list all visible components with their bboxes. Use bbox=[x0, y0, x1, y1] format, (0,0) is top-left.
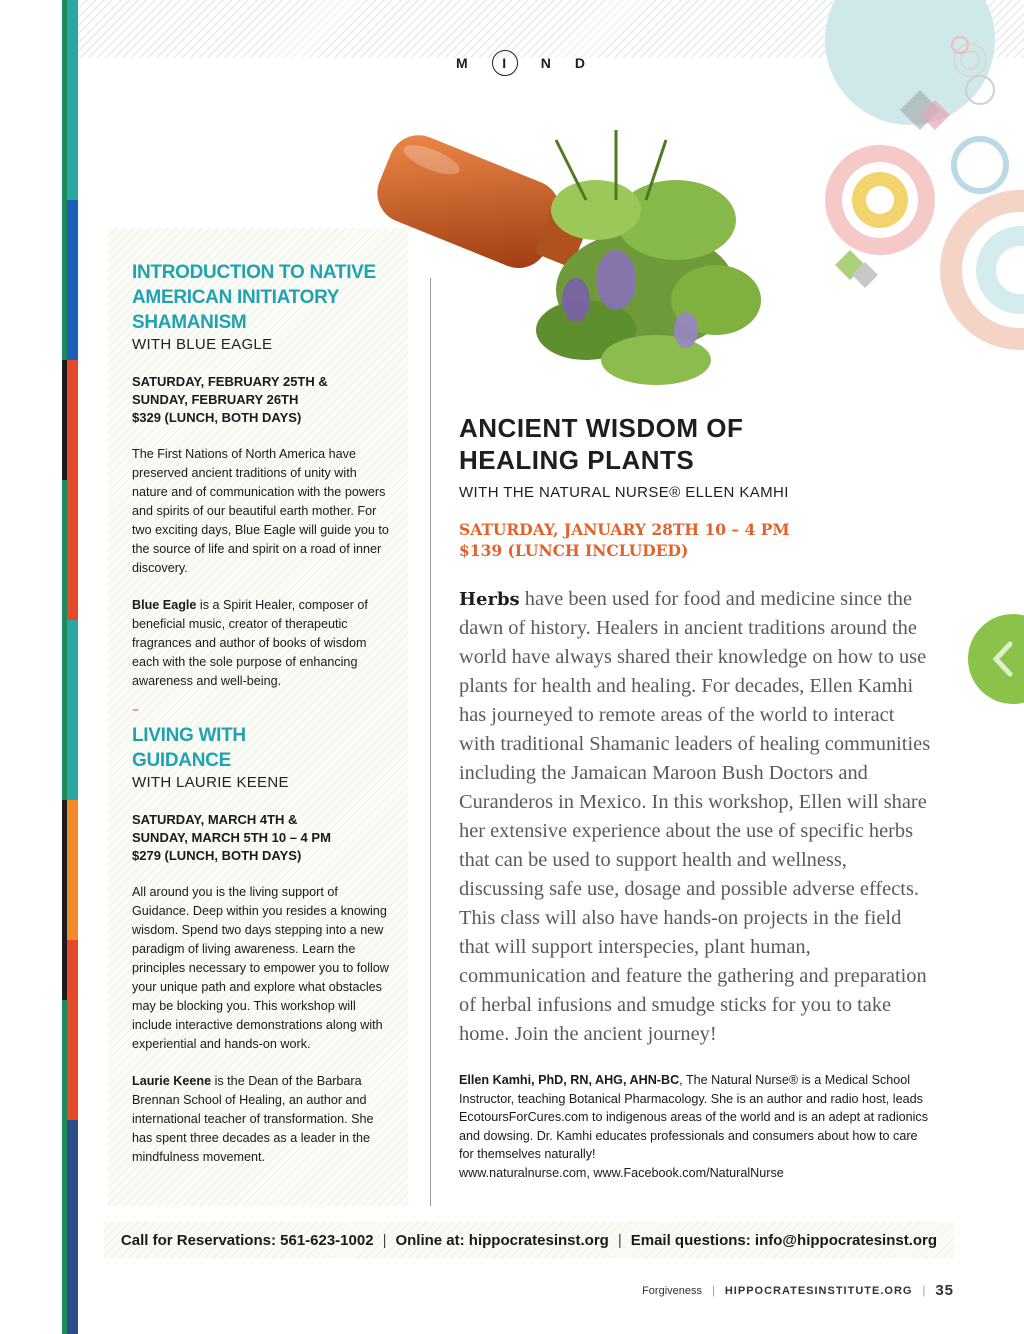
separator: | bbox=[617, 1231, 622, 1249]
instructor-bio bbox=[132, 1072, 390, 1167]
page-number: 35 bbox=[935, 1282, 954, 1299]
column-divider bbox=[430, 278, 431, 1206]
footer-section: Forgiveness bbox=[642, 1284, 702, 1297]
schedule-line: $329 (LUNCH, BOTH DAYS) bbox=[132, 410, 302, 425]
schedule-line: SATURDAY, FEBRUARY 25TH & bbox=[132, 374, 328, 389]
bio-text: is the Dean of the Barbara Brennan School of Healing, an author and international teacher of transformation. She has spent three decades as a leader in the mindfulness movement. bbox=[132, 1074, 374, 1164]
sidebar-workshops bbox=[108, 228, 408, 1206]
bio-links[interactable]: www.naturalnurse.com, www.Facebook.com/NaturalNurse bbox=[459, 1165, 784, 1180]
lead-word: Herbs bbox=[459, 589, 520, 610]
workshop-instructor: WITH LAURIE KEENE bbox=[132, 774, 289, 791]
chevron-left-icon bbox=[982, 614, 1022, 704]
section-letter: D bbox=[574, 55, 586, 71]
bio-text: , The Natural Nurse® is a Medical School Instructor, teaching Botanical Pharmacology. She is an author and radio host, leads EcotoursForCures.com to indigenous areas of the world and is an adept at radionics and dowsing. Dr. Kamhi educates professionals and consumers about how to care for themselves naturally! bbox=[459, 1073, 929, 1161]
schedule-line: SUNDAY, FEBRUARY 26TH bbox=[132, 392, 299, 407]
author-name: Ellen Kamhi, PhD, RN, AHG, AHN-BC bbox=[459, 1073, 680, 1087]
section-letter: N bbox=[540, 55, 552, 71]
separator: | bbox=[922, 1284, 926, 1297]
section-letter: M bbox=[456, 55, 469, 71]
separator: | bbox=[382, 1231, 387, 1249]
title-line: HEALING PLANTS bbox=[459, 445, 695, 475]
workshop-schedule bbox=[132, 811, 390, 865]
section-divider: – bbox=[132, 702, 139, 718]
schedule-line: $279 (LUNCH, BOTH DAYS) bbox=[132, 848, 302, 863]
color-stripes bbox=[62, 0, 78, 1334]
instructor-name: Laurie Keene bbox=[132, 1074, 212, 1088]
separator: | bbox=[712, 1284, 715, 1297]
page-footer bbox=[642, 1282, 954, 1299]
workshop-description: All around you is the living support of Guidance. Deep within you resides a knowing wisdom. Spend two days stepping into a new paradigm of living awareness. Learn the principles necessary to empower you to follow your unique path and explore what obstacles may be blocking you. This workshop will include interactive demonstrations along with experiential and hands-on work. bbox=[132, 885, 389, 1051]
schedule-line: SATURDAY, MARCH 4TH & bbox=[132, 812, 298, 827]
schedule-line: SATURDAY, JANUARY 28TH 10 – 4 PM bbox=[459, 520, 790, 539]
workshop-title: INTRODUCTION TO NATIVE AMERICAN INITIATORY SHAMANISM bbox=[132, 262, 376, 333]
author-bio bbox=[459, 1071, 929, 1182]
body-text: have been used for food and medicine since the dawn of history. Healers in ancient traditions around the world have always shared their knowledge on how to use plants for health and healing. For decades, Ellen Kamhi has journeyed to remote areas of the world to interact with traditional Shamanic leaders of healing communities including the Jamaican Maroon Bush Doctors and Curanderos in Mexico. In this workshop, Ellen will share her extensive experience about the use of specific herbs that can be used to support health and wellness, discussing safe use, dosage and possible adverse effects. This class will also have hands-on projects in the field that will support interspecies, plant human, communication and feature the gathering and preparation of herbal infusions and smudge sticks for you to take home. Join the ancient journey! bbox=[459, 588, 931, 1045]
bio-text: is a Spirit Healer, composer of beneficial music, creator of therapeutic fragrances and author of books of wisdom each with the sole purpose of enhancing awareness and well-being. bbox=[132, 598, 368, 688]
herb-bottle-illustration bbox=[356, 100, 776, 410]
main-article bbox=[459, 412, 939, 1182]
schedule-line: SUNDAY, MARCH 5TH 10 – 4 PM bbox=[132, 830, 331, 845]
geometric-circles-decoration bbox=[770, 0, 1024, 420]
footer-site[interactable]: HIPPOCRATESINSTITUTE.ORG bbox=[724, 1284, 913, 1297]
instructor-bio bbox=[132, 596, 390, 691]
workshop-schedule bbox=[132, 373, 390, 427]
instructor-name: Blue Eagle bbox=[132, 598, 197, 612]
schedule-line: $139 (LUNCH INCLUDED) bbox=[459, 541, 689, 560]
workshop-title: LIVING WITH GUIDANCE bbox=[132, 725, 246, 771]
workshop-card bbox=[132, 723, 390, 1167]
article-title bbox=[459, 412, 939, 476]
workshop-instructor: WITH BLUE EAGLE bbox=[132, 336, 273, 353]
website-link[interactable]: Online at: hippocratesinst.org bbox=[395, 1231, 609, 1249]
section-letter-circled: I bbox=[492, 50, 518, 76]
article-body bbox=[459, 585, 933, 1049]
reservation-bar bbox=[104, 1222, 954, 1258]
email-link[interactable]: Email questions: info@hippocratesinst.org bbox=[630, 1231, 938, 1249]
section-label-mind bbox=[456, 50, 586, 76]
next-page-nav-button[interactable] bbox=[968, 614, 1024, 704]
phone-link[interactable]: Call for Reservations: 561-623-1002 bbox=[120, 1231, 374, 1249]
title-line: ANCIENT WISDOM OF bbox=[459, 413, 744, 443]
workshop-card bbox=[132, 260, 390, 691]
article-instructor: WITH THE NATURAL NURSE® ELLEN KAMHI bbox=[459, 484, 789, 501]
workshop-description: The First Nations of North America have preserved ancient traditions of unity with nature and of communication with the powers and spirits of our beautiful earth mother. For two exciting days, Blue Eagle will guide you to the source of life and spirit on a road of inner discovery. bbox=[132, 447, 389, 575]
article-schedule bbox=[459, 519, 939, 561]
